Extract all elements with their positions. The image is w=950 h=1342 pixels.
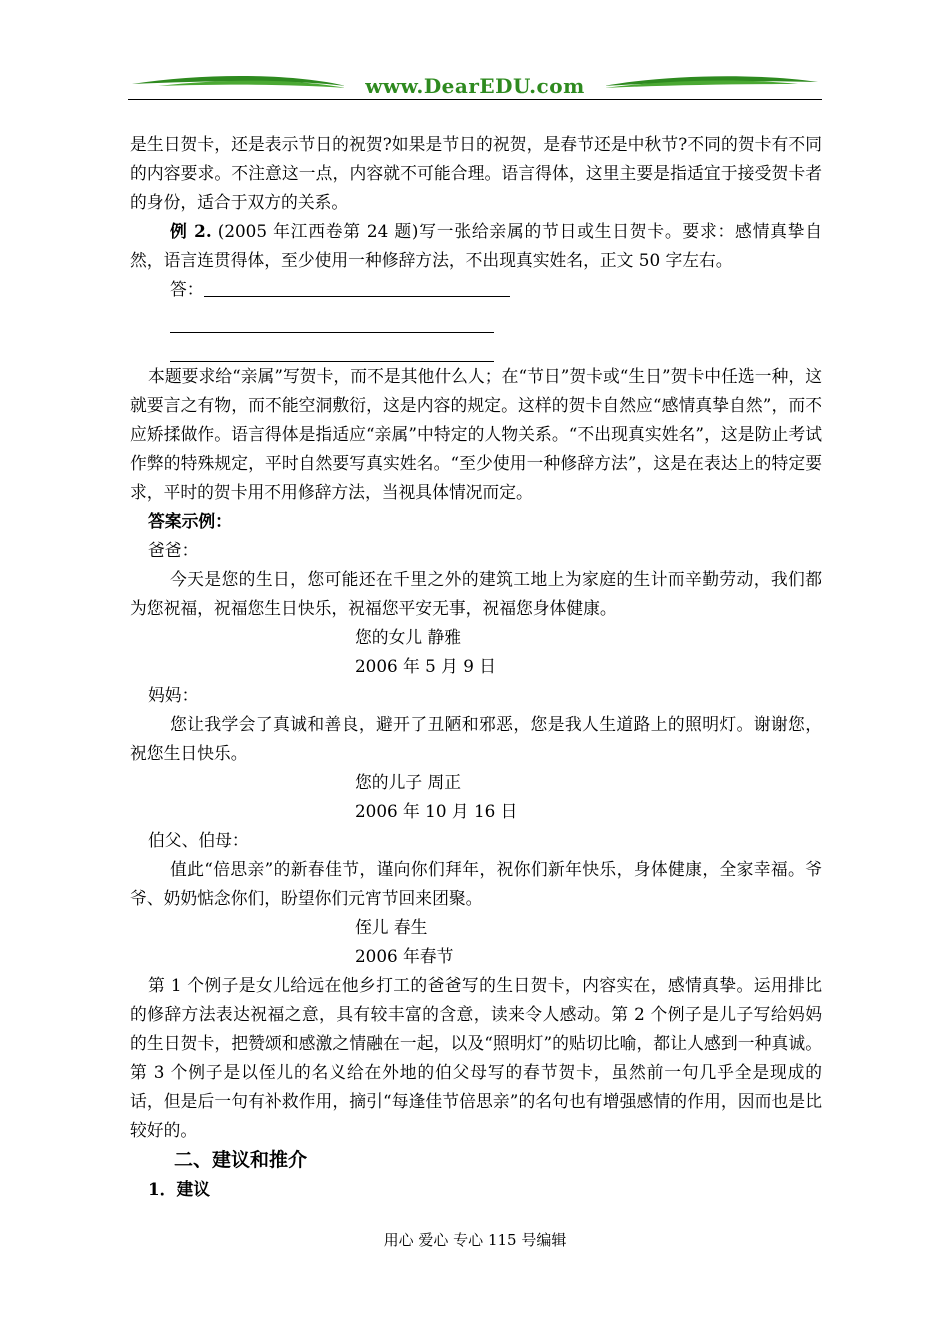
header-rule bbox=[128, 99, 822, 100]
paragraph-commentary: 第 1 个例子是女儿给远在他乡打工的爸爸写的生日贺卡，内容实在，感情真挚。运用排比的修辞方法表达祝福之意，具有较丰富的含意，读来令人感动。第 2 个例子是儿子写给妈妈的生日贺卡，把赞颂和感激之情融在一起，以及“照明灯”的贴切比喻，都让人感到一种真诚。第 3 个例子是以侄儿的名义给在外地的伯父母写的春节贺卡，虽然前一句几乎全是现成的话，但是后一句有补救作用，摘引“每逢佳节倍思亲”的名句也有增强感情的作用，因而也是比较好的。 bbox=[130, 975, 822, 1140]
card3-body: 值此“倍思亲”的新春佳节，谨向你们拜年，祝你们新年快乐，身体健康，全家幸福。爷爷、奶奶惦念你们，盼望你们元宵节回来团聚。 bbox=[130, 859, 822, 908]
card3-signature: 侄儿 春生 bbox=[355, 917, 428, 937]
card1-body: 今天是您的生日，您可能还在千里之外的建筑工地上为家庭的生计而辛勤劳动，我们都为您祝福，祝福您生日快乐，祝福您平安无事，祝福您身体健康。 bbox=[130, 569, 822, 618]
section-2-title: 二、建议和推介 bbox=[174, 1149, 308, 1171]
example-2 bbox=[130, 217, 822, 275]
answer-blank-line-2 bbox=[170, 333, 494, 362]
document-body bbox=[130, 130, 822, 1204]
sample-heading: 答案示例： bbox=[148, 511, 232, 531]
paragraph-analysis: 本题要求给“亲属”写贺卡，而不是其他什么人；在“节日”贺卡或“生日”贺卡中任选一种，这就要言之有物，而不能空洞敷衍，这是内容的规定。这样的贺卡自然应“感情真挚自然”，而不应矫揉做作。语言得体是指适应“亲属”中特定的人物关系。“不出现真实姓名”，这是防止考试作弊的特殊规定，平时自然要写真实姓名。“至少使用一种修辞方法”，这是在表达上的特定要求，平时的贺卡用不用修辞方法，当视具体情况而定。 bbox=[130, 366, 822, 502]
card3-salutation: 伯父、伯母： bbox=[148, 830, 249, 850]
card2-date: 2006 年 10 月 16 日 bbox=[355, 801, 518, 821]
card2-signature: 您的儿子 周正 bbox=[355, 772, 462, 792]
card2-body: 您让我学会了真诚和善良，避开了丑陋和邪恶，您是我人生道路上的照明灯。谢谢您，祝您生日快乐。 bbox=[130, 714, 822, 763]
answer-line bbox=[204, 278, 510, 297]
example-2-label: 例 2. bbox=[170, 221, 212, 241]
card1-date: 2006 年 5 月 9 日 bbox=[355, 656, 497, 676]
card2-salutation: 妈妈： bbox=[148, 685, 199, 705]
page-footer: 用心 爱心 专心 115 号编辑 bbox=[383, 1231, 567, 1249]
page-header bbox=[128, 70, 822, 102]
site-logo: www.DearEDU.com bbox=[344, 74, 606, 98]
card3-date: 2006 年春节 bbox=[355, 946, 454, 966]
answer-blank-line-1 bbox=[170, 304, 494, 333]
section-2-subtitle: 1．建议 bbox=[148, 1179, 211, 1199]
example-2-text: (2005 年江西卷第 24 题)写一张给亲属的节日或生日贺卡。要求：感情真挚自然，语言连贯得体，至少使用一种修辞方法，不出现真实姓名，正文 50 字左右。 bbox=[130, 221, 822, 270]
card1-salutation: 爸爸： bbox=[148, 540, 199, 560]
card1-signature: 您的女儿 静雅 bbox=[355, 627, 462, 647]
answer-row bbox=[130, 275, 822, 304]
paragraph-intro: 是生日贺卡，还是表示节日的祝贺?如果是节日的祝贺，是春节还是中秋节?不同的贺卡有不同的内容要求。不注意这一点，内容就不可能合理。语言得体，这里主要是指适宜于接受贺卡者的身份，适合于双方的关系。 bbox=[130, 134, 822, 212]
answer-label: 答： bbox=[170, 279, 204, 299]
